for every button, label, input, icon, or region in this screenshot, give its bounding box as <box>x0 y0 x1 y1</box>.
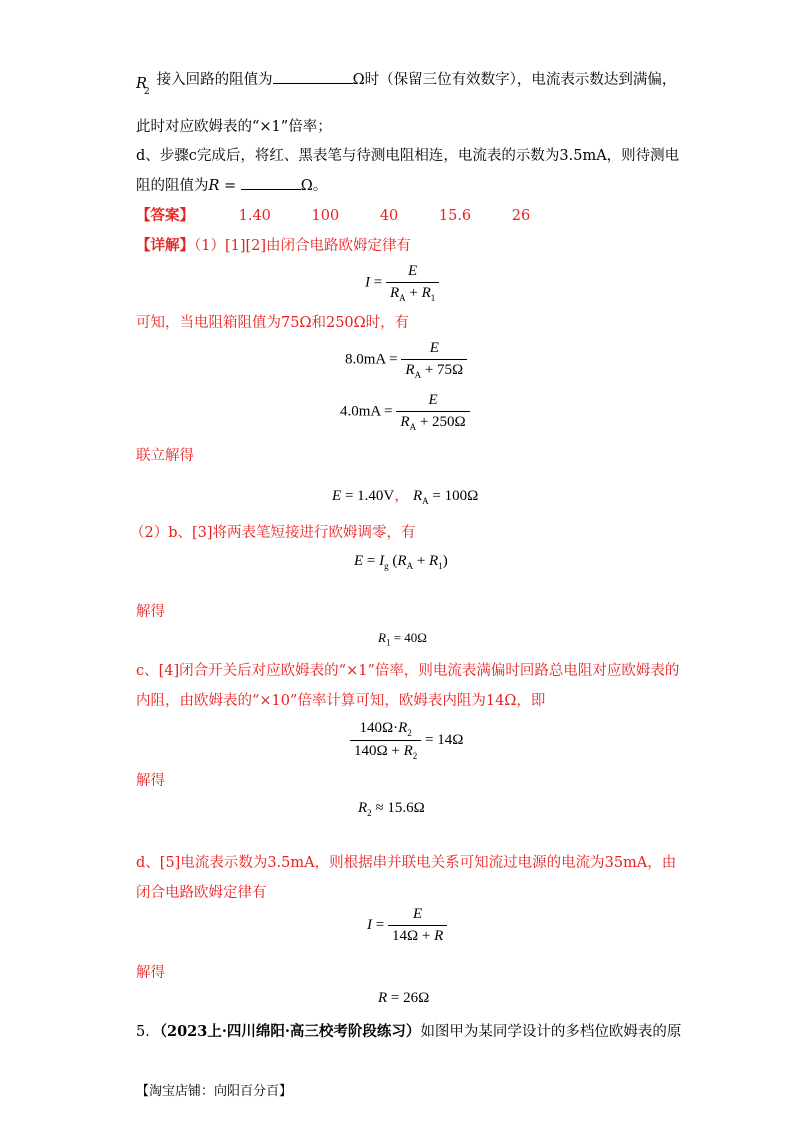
part-c-line1: R 2 接入回路的阻值为 Ω时（保留三位有效数字），电流表示数达到满偏， <box>136 72 677 97</box>
equation-1: I = $\frac{E}{R_A + R_1}$ <box>365 263 439 303</box>
explanation-text-7: 解得 <box>136 773 165 789</box>
equation-6: $R_1 = 40\Omega$ <box>378 630 427 648</box>
answer-blank <box>241 189 301 190</box>
equation-8: $R_2 \approx 15.6\Omega$ <box>358 800 425 818</box>
equation-3: 4.0mA = $\frac{E}{R_A + 250\Omega}$ <box>340 392 470 432</box>
footer-shop: 【淘宝店铺：向阳百分百】 <box>136 1084 293 1099</box>
explanation-text-8a: d、[5]电流表示数为3.5mA，则根据串并联电关系可知流过电源的电流为35mA，由 <box>136 855 677 871</box>
explanation-text-6a: c、[4]闭合开关后对应欧姆表的“×1”倍率，则电流表满偏时回路总电阻对应欧姆表的 <box>136 663 680 679</box>
equation-2: 8.0mA = $\frac{E}{R_A + 75\Omega}$ <box>345 340 467 380</box>
explanation-text-4: （2）b、[3]将两表笔短接进行欧姆调零，有 <box>130 525 416 541</box>
equation-7: $\frac{140\Omega\cdot R_2}{140\Omega + R_2}$ = 14Ω <box>350 720 463 761</box>
answer-blank <box>273 83 353 84</box>
part-d-line2: 阻的阻值为R = Ω。 <box>136 178 328 194</box>
explanation-text-8b: 闭合电路欧姆定律有 <box>136 885 267 901</box>
part-c-line2: 此时对应欧姆表的“×1”倍率； <box>136 119 332 135</box>
explanation-text-9: 解得 <box>136 965 165 981</box>
explanation-intro: 【详解】（1）[1][2]由闭合电路欧姆定律有 <box>136 237 412 254</box>
equation-5: $E = I_g$ $(R_A + R_1)$ <box>354 553 448 571</box>
equation-9: I = $\frac{E}{14\Omega + R}$ <box>367 906 447 945</box>
part-d-line1: d、步骤c完成后，将红、黑表笔与待测电阻相连，电流表的示数为3.5mA，则待测电 <box>136 148 680 164</box>
explanation-text-2: 可知，当电阻箱阻值为75Ω和250Ω时，有 <box>136 315 410 331</box>
answer-line: 【答案】 1.40 100 40 15.6 26 <box>136 207 531 224</box>
question-5: 5．（2023上·四川绵阳·高三校考阶段练习）如图甲为某同学设计的多档位欧姆表的原 <box>136 1023 682 1040</box>
equation-10: R = 26Ω <box>378 990 430 1006</box>
explanation-text-5: 解得 <box>136 604 165 620</box>
explanation-text-3: 联立解得 <box>136 448 194 464</box>
equation-4: E = 1.40V， $R_A = 100\Omega$ <box>332 488 479 506</box>
explanation-text-6b: 内阻，由欧姆表的“×10”倍率计算可知，欧姆表内阻为14Ω，即 <box>136 693 546 709</box>
